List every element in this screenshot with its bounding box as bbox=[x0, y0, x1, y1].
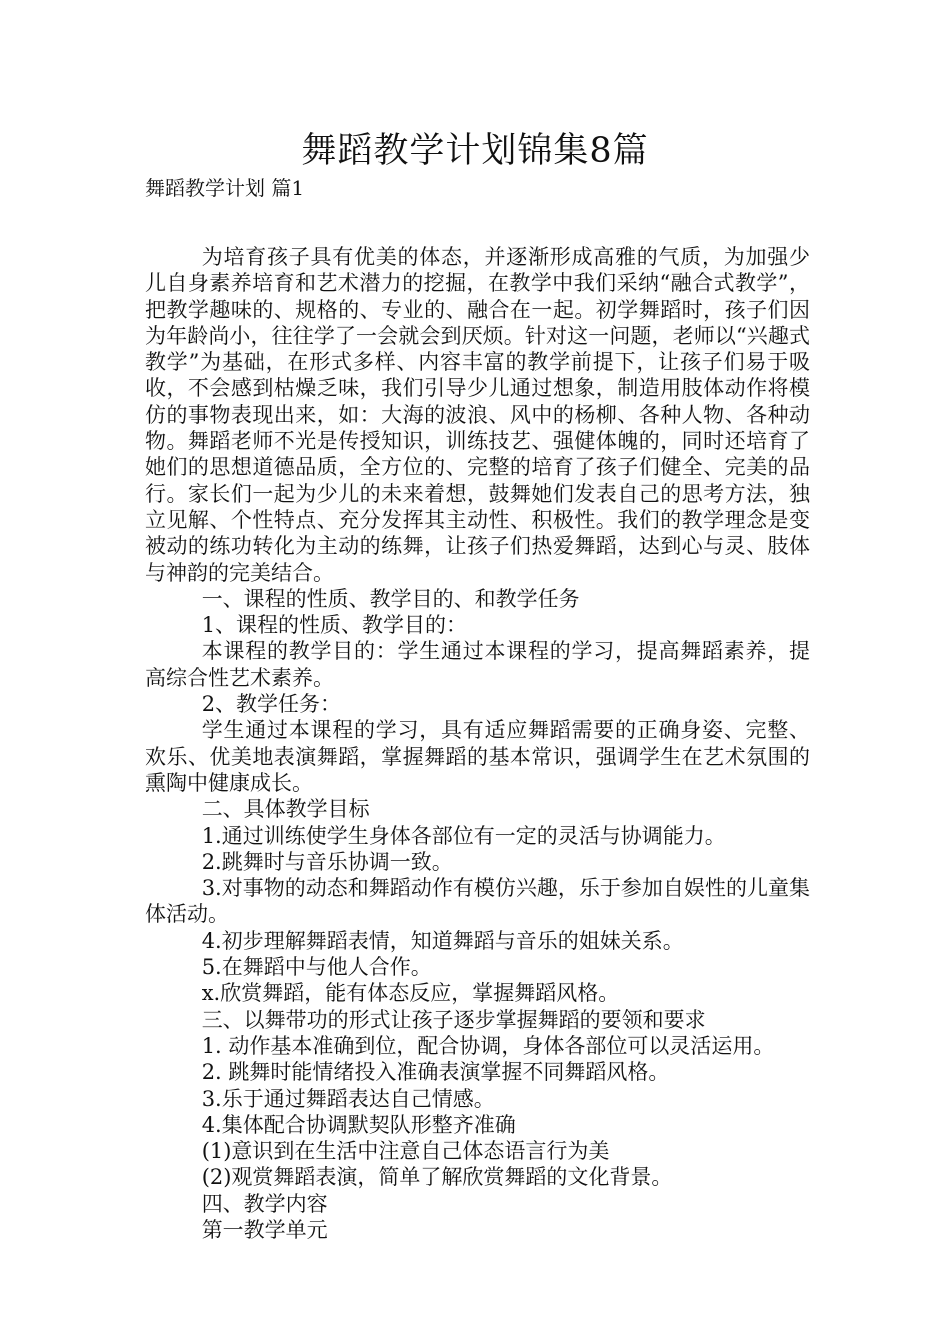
document-body bbox=[145, 244, 810, 1243]
section-heading: 三、以舞带功的形式让孩子逐步掌握舞蹈的要领和要求 bbox=[201, 1007, 706, 1032]
paragraph: 学生通过本课程的学习，具有适应舞蹈需要的正确身姿、完整、欢乐、优美地表演舞蹈，掌握舞蹈的基本常识，强调学生在艺术氛围的熏陶中健康成长。 bbox=[145, 718, 810, 795]
list-item: 1. 动作基本准确到位，配合协调，身体各部位可以灵活运用。 bbox=[201, 1033, 775, 1058]
list-item: (2)观赏舞蹈表演，简单了解欣赏舞蹈的文化背景。 bbox=[201, 1165, 673, 1190]
list-item: 4.初步理解舞蹈表情，知道舞蹈与音乐的姐妹关系。 bbox=[201, 928, 684, 953]
section-heading: 四、教学内容 bbox=[201, 1191, 328, 1216]
unit-heading: 第一教学单元 bbox=[201, 1217, 328, 1242]
section-heading: 一、课程的性质、教学目的、和教学任务 bbox=[201, 586, 580, 611]
list-item: (1)意识到在生活中注意自己体态语言行为美 bbox=[201, 1139, 610, 1164]
list-item: 4.集体配合协调默契队形整齐准确 bbox=[201, 1112, 516, 1137]
list-item: 2.跳舞时与音乐协调一致。 bbox=[201, 849, 453, 874]
intro-paragraph: 为培育孩子具有优美的体态，并逐渐形成高雅的气质，为加强少儿自身素养培育和艺术潜力的挖掘，在教学中我们采纳“融合式教学”，把教学趣味的、规格的、专业的、融合在一起。初学舞蹈时，孩子们因为年龄尚小，往往学了一会就会到厌烦。针对这一问题，老师以“兴趣式教学”为基础，在形式多样、内容丰富的教学前提下，让孩子们易于吸收，不会感到枯燥乏味，我们引导少儿通过想象，制造用肢体动作将模仿的事物表现出来，如：大海的波浪、风中的杨柳、各种人物、各种动物。舞蹈老师不光是传授知识，训练技艺、强健体魄的，同时还培育了她们的思想道德品质，全方位的、完整的培育了孩子们健全、完美的品行。家长们一起为少儿的未来着想，鼓舞她们发表自己的思考方法，独立见解、个性特点、充分发挥其主动性、积极性。我们的教学理念是变被动的练功转化为主动的练舞，让孩子们热爱舞蹈，达到心与灵、肢体与神韵的完美结合。 bbox=[145, 245, 810, 585]
list-item: x.欣赏舞蹈，能有体态反应，掌握舞蹈风格。 bbox=[201, 981, 620, 1006]
list-item: 3.对事物的动态和舞蹈动作有模仿兴趣，乐于参加自娱性的儿童集体活动。 bbox=[145, 876, 810, 927]
list-item: 2. 跳舞时能情绪投入准确表演掌握不同舞蹈风格。 bbox=[201, 1060, 670, 1085]
document-title: 舞蹈教学计划锦集8篇 bbox=[301, 131, 649, 171]
list-item: 5.在舞蹈中与他人合作。 bbox=[201, 955, 432, 980]
subsection-heading: 1、课程的性质、教学目的： bbox=[201, 613, 468, 638]
section-heading: 二、具体教学目标 bbox=[201, 797, 370, 822]
subsection-heading: 2、教学任务： bbox=[201, 692, 342, 717]
paragraph: 本课程的教学目的：学生通过本课程的学习，提高舞蹈素养，提高综合性艺术素养。 bbox=[145, 639, 810, 690]
list-item: 3.乐于通过舞蹈表达自己情感。 bbox=[201, 1086, 495, 1111]
document-subtitle: 舞蹈教学计划 篇1 bbox=[145, 176, 305, 200]
list-item: 1.通过训练使学生身体各部位有一定的灵活与协调能力。 bbox=[201, 823, 726, 848]
